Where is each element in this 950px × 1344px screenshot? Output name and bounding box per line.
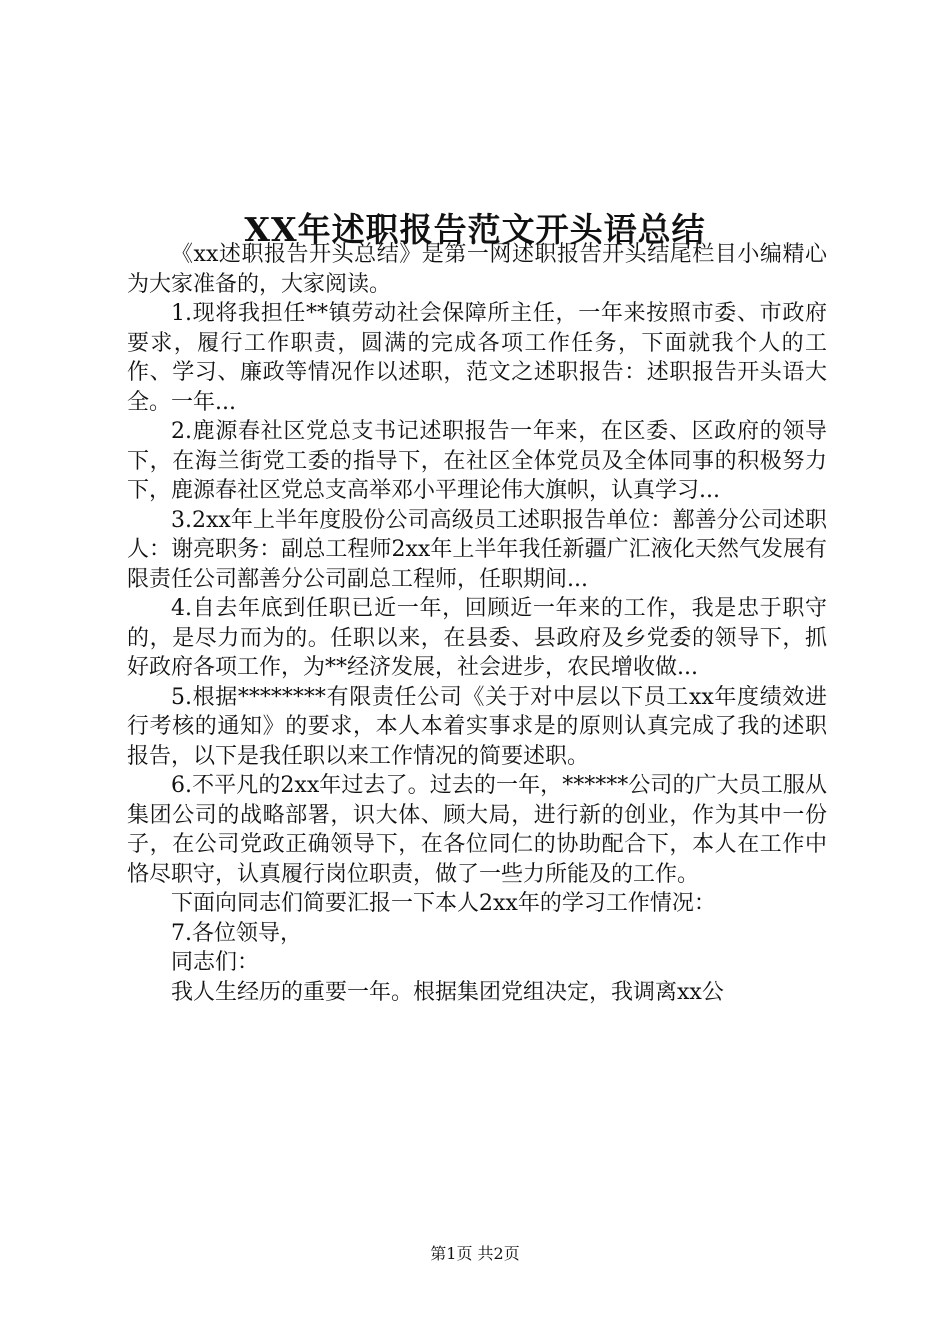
paragraph-item-7: 7.各位领导， bbox=[171, 920, 302, 946]
paragraph-item-4: 4.自去年底到任职已近一年，回顾近一年来的工作，我是忠于职守的，是尽力而为的。任职以来，在县委、县政府及乡党委的领导下，抓好政府各项工作，为**经济发展，社会进步，农民增收做... bbox=[127, 596, 827, 680]
paragraph-item-2: 2.鹿源春社区党总支书记述职报告一年来，在区委、区政府的领导下，在海兰街党工委的指导下，在社区全体党员及全体同事的积极努力下，鹿源春社区党总支高举邓小平理论伟大旗帜，认真学习... bbox=[127, 419, 827, 503]
closing-paragraph: 我人生经历的重要一年。根据集团党组决定，我调离xx公 bbox=[171, 979, 724, 1005]
salutation-line: 同志们： bbox=[171, 950, 260, 975]
page-number-footer: 第1页 共2页 bbox=[430, 1244, 520, 1263]
document-title: XX年述职报告范文开头语总结 bbox=[244, 210, 706, 250]
paragraph-item-5: 5.根据********有限责任公司《关于对中层以下员工xx年度绩效进行考核的通知》的要求，本人本着实事求是的原则认真完成了我的述职报告，以下是我任职以来工作情况的简要述职。 bbox=[127, 684, 827, 769]
paragraph-item-1: 1.现将我担任**镇劳动社会保障所主任，一年来按照市委、市政府要求，履行工作职责，圆满的完成各项工作任务，下面就我个人的工作、学习、廉政等情况作以述职，范文之述职报告：述职报告开头语大全。一年... bbox=[127, 301, 827, 415]
paragraph-item-3: 3.2xx年上半年度股份公司高级员工述职报告单位：鄯善分公司述职人：谢亮职务：副总工程师2xx年上半年我任新疆广汇液化天然气发展有限责任公司鄯善分公司副总工程师，任职期间... bbox=[127, 507, 827, 592]
report-intro-line: 下面向同志们简要汇报一下本人2xx年的学习工作情况： bbox=[171, 891, 716, 916]
paragraph-item-6: 6.不平凡的2xx年过去了。过去的一年，******公司的广大员工服从集团公司的战略部署，识大体、顾大局，进行新的创业，作为其中一份子，在公司党政正确领导下，在各位同仁的协助配合下，本人在工作中恪尽职守，认真履行岗位职责，做了一些力所能及的工作。 bbox=[127, 773, 827, 887]
intro-paragraph: 《xx述职报告开头总结》是第一网述职报告开头结尾栏目小编精心为大家准备的，大家阅读。 bbox=[127, 242, 827, 297]
document-body bbox=[127, 240, 827, 1007]
